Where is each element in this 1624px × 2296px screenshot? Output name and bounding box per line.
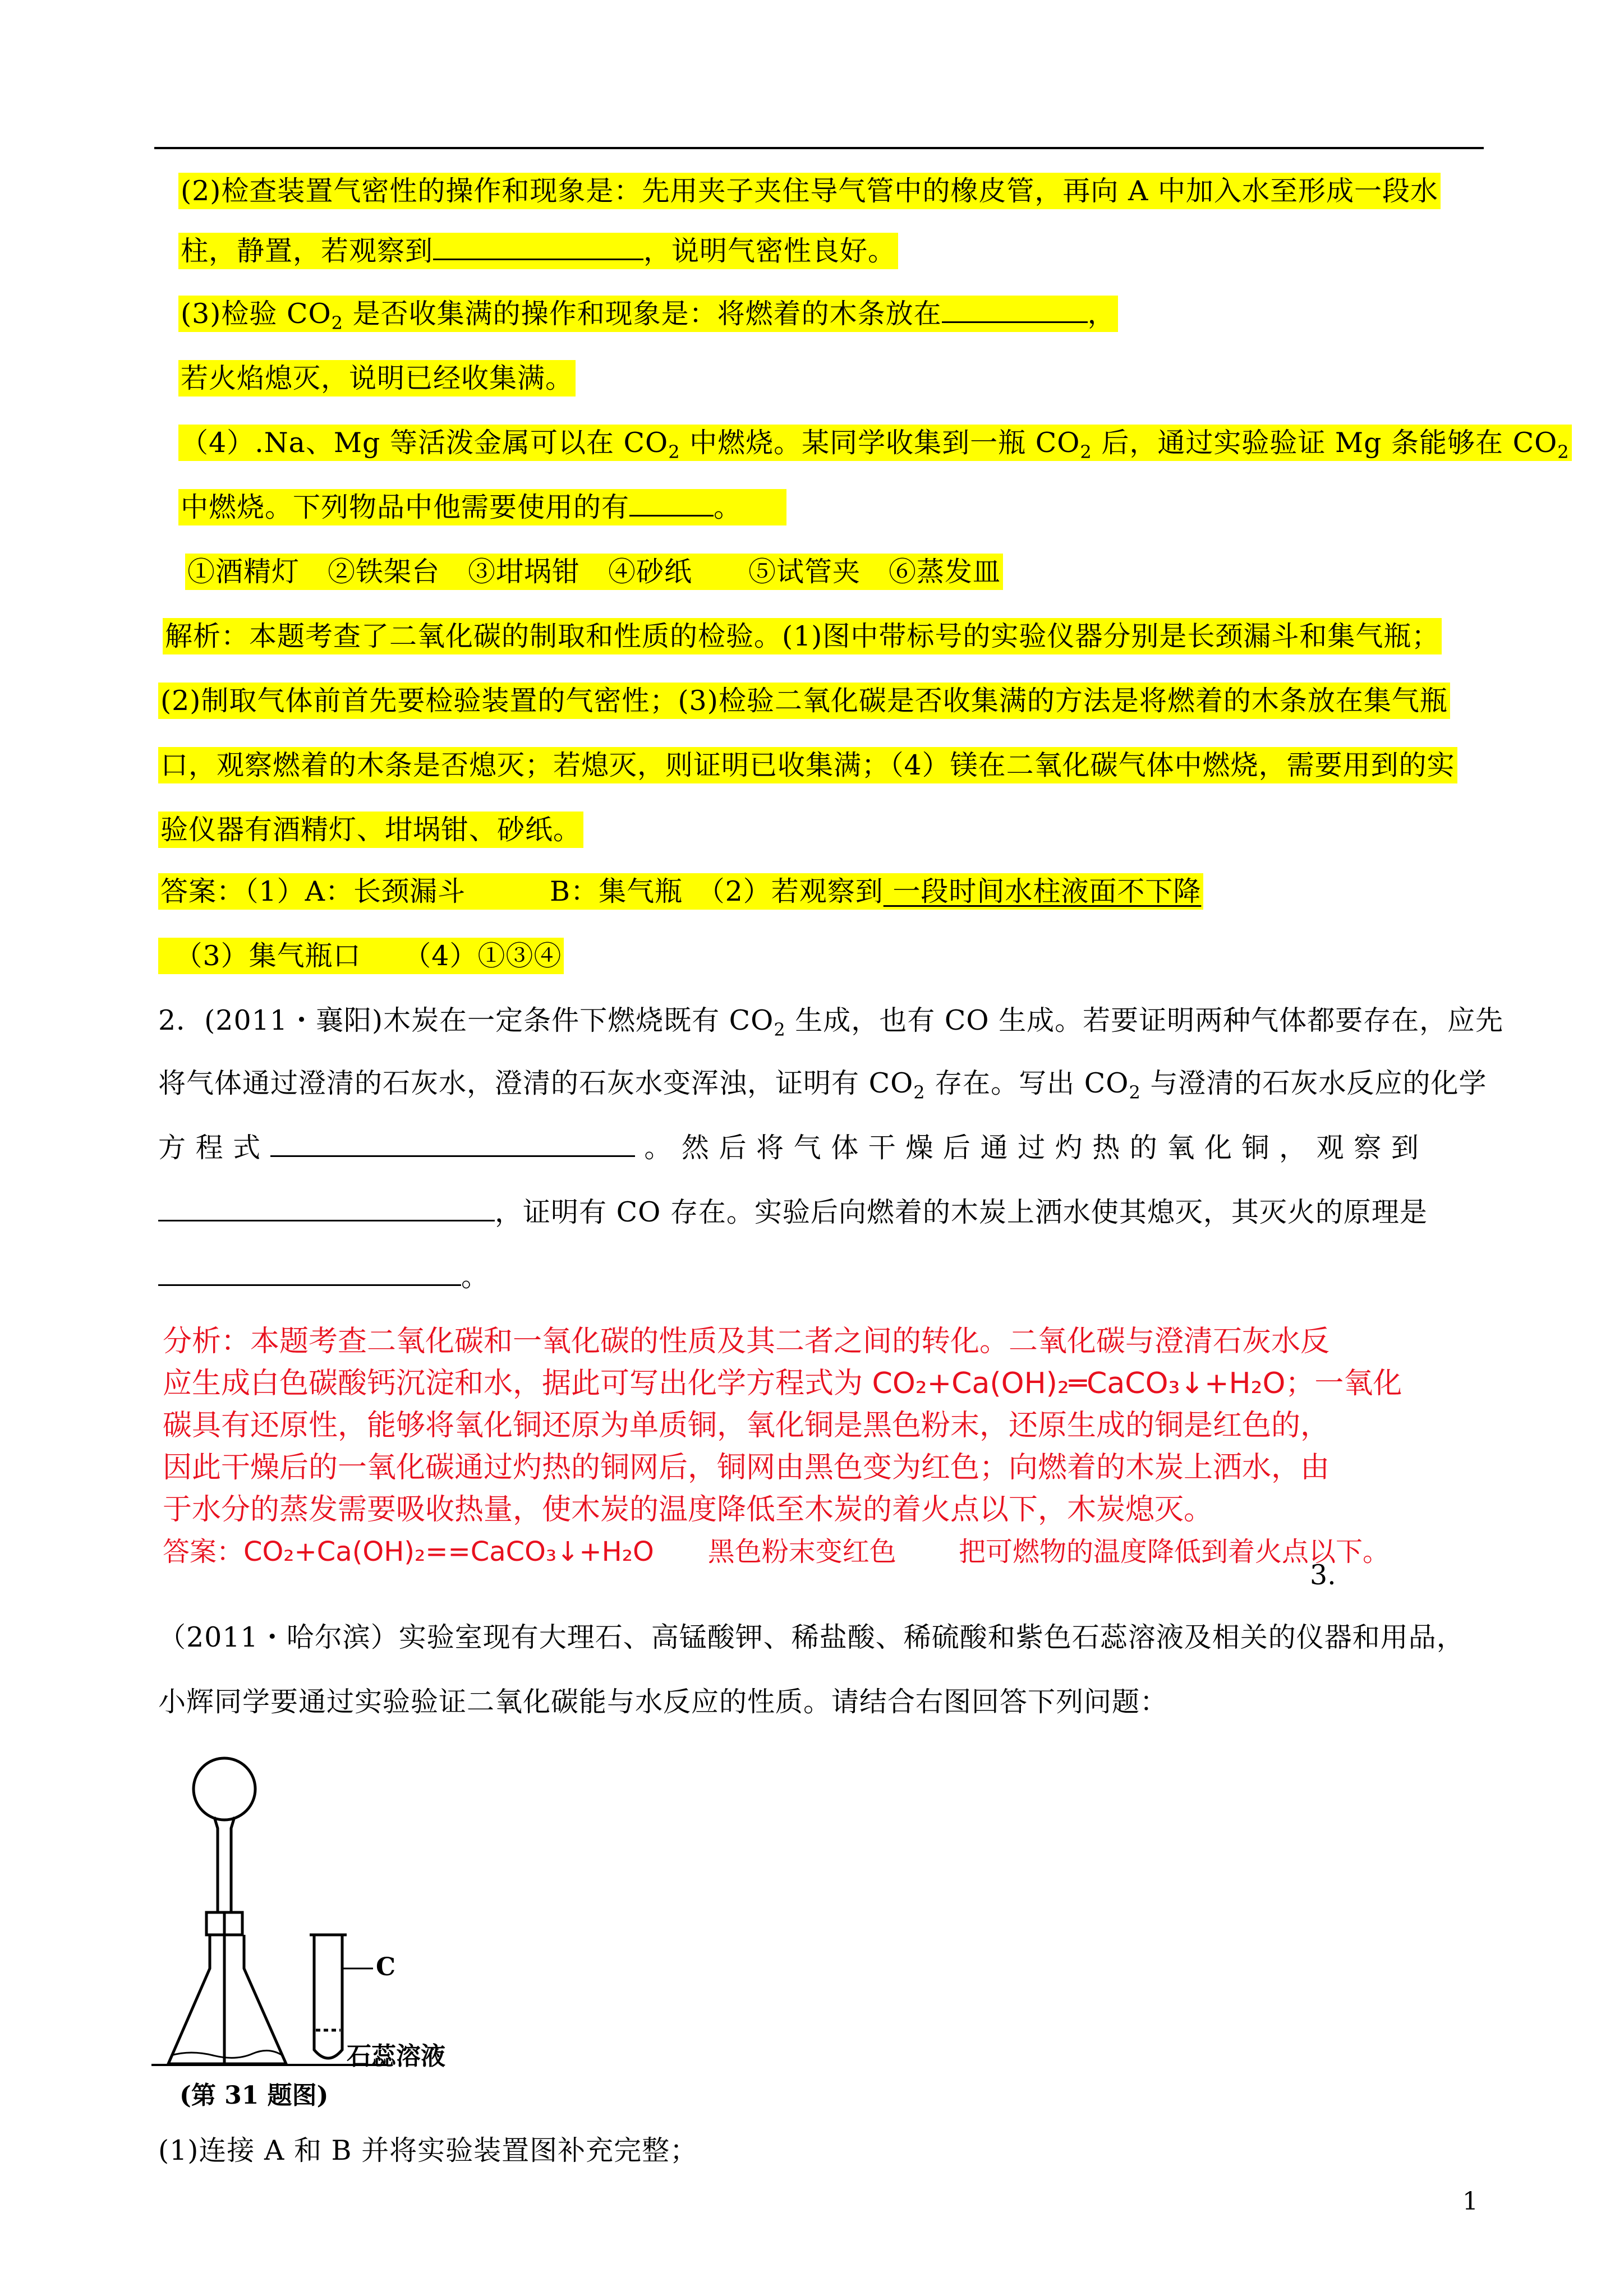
analysis2-answer: 答案：CO₂+Ca(OH)₂==CaCO₃↓+H₂O 黑色粉末变红色 把可燃物的温度降低到着火点以下。 (163, 1536, 1390, 1567)
question2-line4: ，证明有 CO 存在。实验后向燃着的木炭上洒水使其熄灭，其灭火的原理是 (158, 1193, 1428, 1232)
analysis2-line5: 于水分的蒸发需要吸收热量，使木炭的温度降低至木炭的着火点以下，木炭熄灭。 (163, 1493, 1213, 1527)
blank-field (433, 233, 643, 260)
analysis2-line3: 碳具有还原性，能够将氧化铜还原为单质铜，氧化铜是黑色粉末，还原生成的铜是红色的， (163, 1409, 1330, 1442)
page-number: 1 (1462, 2187, 1478, 2216)
q2-part4-options: ①酒精灯 ②铁架台 ③坩埚钳 ④砂纸 ⑤试管夹 ⑥蒸发皿 (185, 552, 1003, 592)
q2-part3-line1: (3)检验 $CO_2$ 是否收集满的操作和现象是：将燃着的木条放在 ， (178, 294, 1118, 343)
question2-line1: 2．(2011・襄阳)木炭在一定条件下燃烧既有 $CO_2$ 生成，也有 CO 生成。若要证明两种气体都要存在，应先 (158, 1004, 1504, 1040)
label-c: C (376, 1953, 396, 1981)
q2-part2-line1: (2)检查装置气密性的操作和现象是：先用夹子夹住导气管中的橡皮管，再向 A 中加入水至形成一段水 (178, 172, 1441, 211)
label-litmus: 石蕊溶液 (347, 2042, 445, 2071)
q2-part2-line2: 柱，静置，若观察到 ，说明气密性良好。 (178, 232, 898, 271)
answer1-line1: 答案：（1）A：长颈漏斗 B：集气瓶 （2）若观察到 一段时间水柱液面不下降 (158, 872, 1203, 911)
blank-field (158, 1258, 461, 1286)
analysis2-line2: 应生成白色碳酸钙沉淀和水，据此可写出化学方程式为 CO₂+Ca(OH)₂═CaCO₃↓+H₂O；一氧化 (163, 1367, 1402, 1400)
question2-line3: 方 程 式 。 然 后 将 气 体 干 燥 后 通 过 灼 热 的 氧 化 铜 ， 观 察 到 (158, 1128, 1419, 1168)
answer1-line2: （3）集气瓶口 （4）①③④ (158, 937, 564, 976)
question3-line2: 小辉同学要通过实验验证二氧化碳能与水反应的性质。请结合右图回答下列问题： (158, 1686, 1168, 1718)
q2-part3-line2: 若火焰熄灭，说明已经收集满。 (178, 359, 576, 398)
question3-line1: （2011・哈尔滨）实验室现有大理石、高锰酸钾、稀盐酸、稀硫酸和紫色石蕊溶液及相关的仪器和用品， (158, 1621, 1465, 1653)
question2-line2: 将气体通过澄清的石灰水，澄清的石灰水变浑浊，证明有 $CO_2$ 存在。写出 $CO_2$ 与澄清的石灰水反应的化学 (158, 1067, 1487, 1103)
q2-part4-line2: 中燃烧。下列物品中他需要使用的有 。 (178, 488, 786, 527)
apparatus-figure (151, 1744, 544, 2081)
analysis1-line4: 验仪器有酒精灯、坩埚钳、砂纸。 (158, 810, 583, 850)
blank-field (270, 1129, 635, 1157)
blank-field (629, 489, 714, 517)
question3-number: 3. (1310, 1559, 1336, 1591)
q2-part4-line1: （4）.Na、Mg 等活泼金属可以在 $CO_2$ 中燃烧。某同学收集到一瓶 $CO_2$ 后，通过实验验证 Mg 条能够在 $CO_2$ (178, 423, 1572, 472)
blank-field (942, 296, 1088, 323)
analysis1-line1: 解析：本题考查了二氧化碳的制取和性质的检验。(1)图中带标号的实验仪器分别是长颈漏斗和集气瓶； (163, 617, 1442, 656)
flask-icon (168, 1912, 286, 2064)
figure-caption: (第 31 题图) (180, 2081, 329, 2110)
analysis1-line2: (2)制取气体前首先要检验装置的气密性；(3)检验二氧化碳是否收集满的方法是将燃着的木条放在集气瓶 (158, 681, 1450, 721)
blank-field (158, 1194, 495, 1221)
analysis2-line4: 因此干燥后的一氧化碳通过灼热的铜网后，铜网由黑色变为红色；向燃着的木炭上洒水，由 (163, 1451, 1330, 1484)
header-rule (154, 147, 1484, 149)
analysis2-line1: 分析：本题考查二氧化碳和一氧化碳的性质及其二者之间的转化。二氧化碳与澄清石灰水反 (163, 1325, 1330, 1358)
question2-line5: 。 (158, 1257, 489, 1297)
q3-part1: (1)连接 A 和 B 并将实验装置图补充完整； (158, 2134, 698, 2166)
analysis1-line3: 口，观察燃着的木条是否熄灭；若熄灭，则证明已收集满；（4）镁在二氧化碳气体中燃烧，需要用到的实 (158, 746, 1457, 785)
